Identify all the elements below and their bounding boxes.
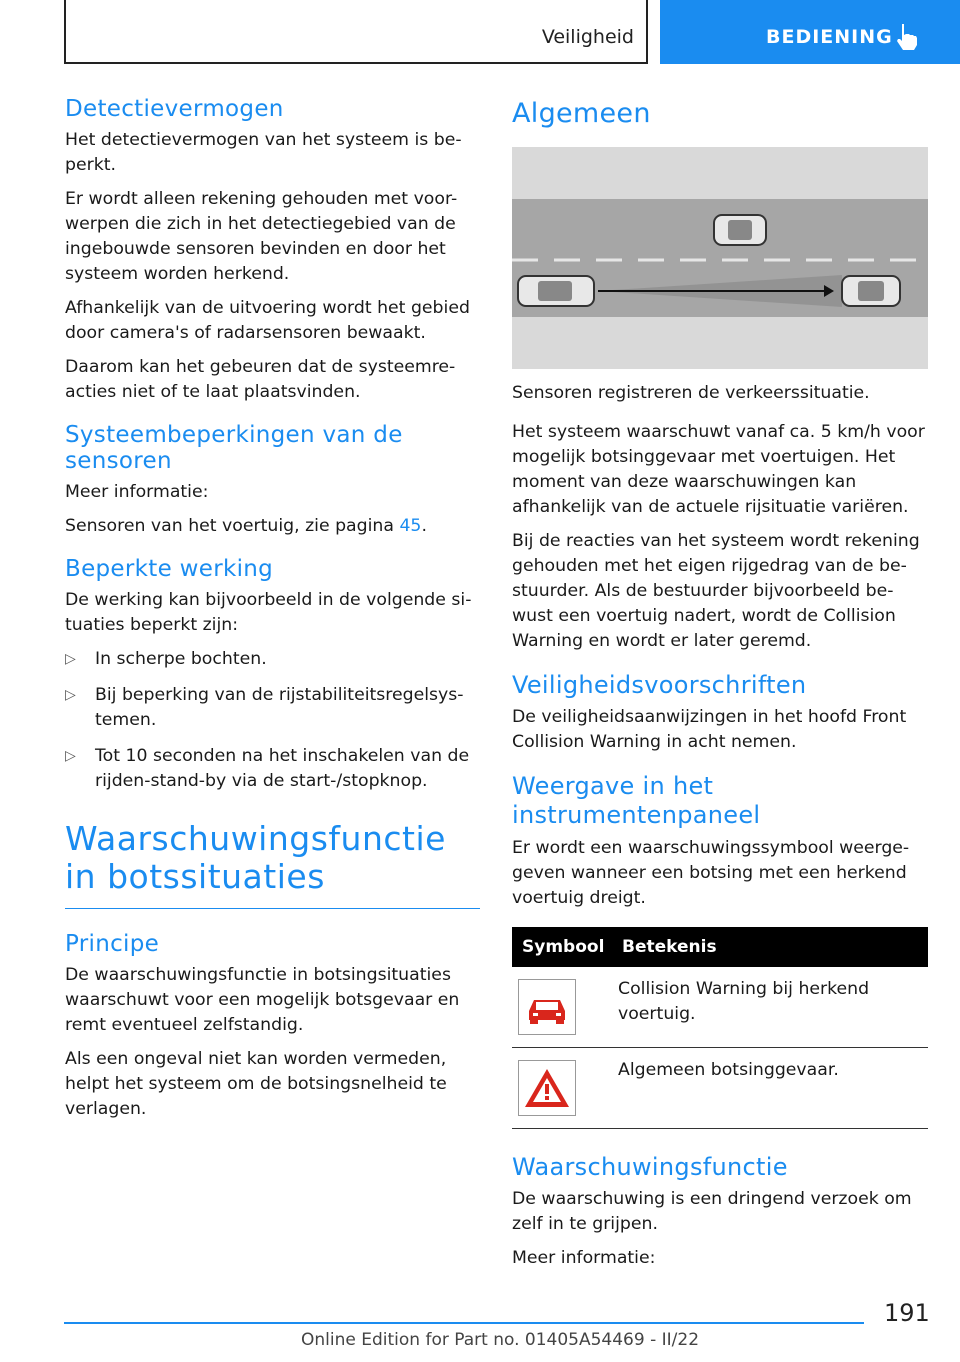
- heading-display: Weergave in het instrumentenpaneel: [512, 772, 761, 829]
- heading-safety: Veiligheidsvoorschriften: [512, 671, 807, 699]
- hand-pointer-icon: [894, 22, 920, 50]
- safety-paragraph-1: De veiligheidsaanwijzingen in het hoofd Front Collision Warning in acht nemen.: [512, 707, 907, 752]
- footer-edition: Online Edition for Part no. 01405A54469 - II/22: [301, 1330, 700, 1350]
- table-row: [512, 967, 928, 1048]
- warning-triangle-icon: [518, 1060, 576, 1116]
- red-car-icon: [518, 979, 576, 1035]
- detect-paragraph-1: Het detectievermogen van het systeem is be-perkt.: [65, 130, 462, 175]
- car-ahead-icon: [714, 215, 766, 245]
- main-heading: Waarschuwingsfunctie in botssituaties: [65, 819, 446, 896]
- sensor-diagram-illustration: [512, 147, 928, 369]
- header-section-tab: [64, 0, 648, 64]
- detect-paragraph-4: Daarom kan het gebeuren dat de systeemre-acties niet of te laat plaatsvinden.: [65, 357, 456, 402]
- detect-paragraph-3: Afhankelijk van de uitvoering wordt het gebied door camera's of radarsensoren bewaakt.: [65, 298, 470, 343]
- heading-general: Algemeen: [512, 98, 651, 129]
- triangle-bullet-icon: ▷: [65, 687, 76, 703]
- page-number: 191: [884, 1299, 930, 1327]
- heading-function: Waarschuwingsfunctie: [512, 1153, 788, 1181]
- heading-detect: Detectievermogen: [65, 96, 284, 122]
- principle-paragraph-2: Als een ongeval niet kan worden vermeden, helpt het systeem om de botsingsnelheid te verlagen.: [65, 1049, 447, 1119]
- heading-restricted: Beperkte werking: [65, 556, 274, 582]
- symbol-cell: [512, 1048, 612, 1129]
- col-meaning-header: Betekenis: [612, 927, 928, 967]
- header-chapter-label: BEDIENING: [766, 26, 893, 48]
- restricted-paragraph-1: De werking kan bijvoorbeeld in de volgende si-tuaties beperkt zijn:: [65, 590, 472, 635]
- meaning-cell: Collision Warning bij herkend voertuig.: [612, 967, 928, 1048]
- col-symbol-header: Symbool: [512, 927, 612, 967]
- symbol-cell: [512, 967, 612, 1048]
- own-car-icon: [518, 276, 594, 306]
- general-paragraph-1: Het systeem waarschuwt vanaf ca. 5 km/h voor mogelijk botsinggevaar met voertuigen. Het moment van deze waarschuwingen kan afhankelijk van de actuele rijsituatie variëren.: [512, 422, 925, 517]
- detect-paragraph-2: Er wordt alleen rekening gehouden met voor-werpen die zich in het detectiegebied van de ingebouwde sensoren bevinden en door het systeem worden herkend.: [65, 189, 458, 284]
- table-row: [512, 1048, 928, 1129]
- diagram-caption: Sensoren registreren de verkeerssituatie.: [512, 383, 870, 403]
- list-item: ▷ In scherpe bochten.: [65, 647, 480, 672]
- right-column: [512, 96, 928, 1280]
- principle-paragraph-1: De waarschuwingsfunctie in botsingsituaties waarschuwt voor een mogelijk botsgevaar en remt eventueel zelfstandig.: [65, 965, 460, 1035]
- general-paragraph-2: Bij de reacties van het systeem wordt rekening gehouden met het eigen rijgedrag van de be-stuurder. Als de bestuurder bijvoorbeeld be-wust een voertuig nadert, wordt de Collision Warning en wordt er later geremd.: [512, 531, 920, 651]
- list-item: ▷ Tot 10 seconden na het inschakelen van de rijden-stand-by via de start-/stopknop.: [65, 746, 470, 791]
- function-paragraph-2: Meer informatie:: [512, 1248, 656, 1268]
- heading-principle: Principe: [65, 931, 160, 957]
- page-link[interactable]: 45: [399, 516, 422, 536]
- function-paragraph-1: De waarschuwing is een dringend verzoek om zelf in te grijpen.: [512, 1189, 912, 1234]
- footer-rule: [64, 1322, 864, 1324]
- heading-limits: Systeembeperkingen van de sensoren: [65, 422, 403, 474]
- restricted-list: [65, 647, 480, 794]
- header-chapter-tab: [660, 0, 960, 64]
- table-header-row: [512, 927, 928, 967]
- heading-rule: [65, 908, 480, 909]
- triangle-bullet-icon: ▷: [65, 748, 76, 764]
- limits-paragraph-2: Sensoren van het voertuig, zie pagina 45.: [65, 516, 427, 536]
- symbol-table: [512, 927, 928, 1129]
- triangle-bullet-icon: ▷: [65, 651, 76, 667]
- display-paragraph-1: Er wordt een waarschuwingssymbool weerge-geven wanneer een botsing met een herkend voertuig dreigt.: [512, 838, 910, 908]
- limits-paragraph-1: Meer informatie:: [65, 482, 209, 502]
- left-column: [65, 96, 480, 1131]
- meaning-cell: Algemeen botsinggevaar.: [612, 1048, 928, 1129]
- list-item: ▷ Bij beperking van de rijstabiliteitsregelsys-temen.: [65, 685, 464, 730]
- traffic-diagram: [512, 147, 928, 369]
- target-car-icon: [842, 276, 900, 306]
- header-section-label: Veiligheid: [541, 26, 634, 48]
